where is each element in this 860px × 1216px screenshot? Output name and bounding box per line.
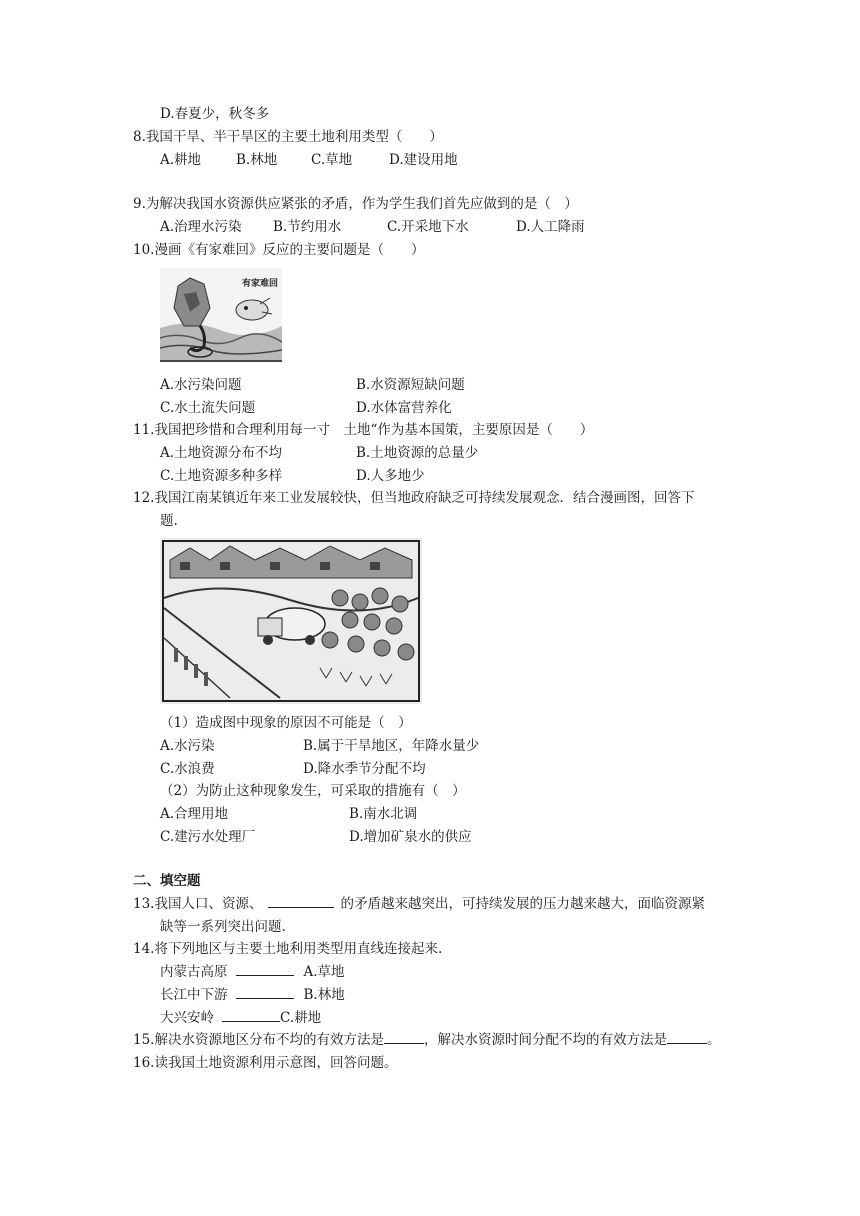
q10-option-a: A.水污染问题	[160, 377, 242, 393]
q14-type-1: A.草地	[303, 964, 345, 980]
q9-option-d: D.人工降雨	[516, 219, 585, 235]
q12-sub2-option-b: B.南水北调	[349, 806, 418, 822]
q14-row	[160, 986, 345, 1004]
q12-sub2: （2）为防止这种现象发生，可采取的措施有（ ）	[160, 783, 466, 799]
q14-blank-1[interactable]	[236, 963, 294, 976]
q14-region-2: 长江中下游	[160, 987, 228, 1003]
q8-option-c: C.草地	[311, 152, 353, 168]
q11-option-a: A.土地资源分布不均	[160, 445, 283, 461]
q13-line1	[133, 895, 705, 913]
q12-sub2-option-d: D.增加矿泉水的供应	[349, 829, 472, 845]
q12-sub1-option-b: B.属于干旱地区，年降水量少	[303, 738, 480, 754]
cartoon-caption: 有家难回	[242, 279, 279, 289]
q7-option-d: D.春夏少，秋冬多	[160, 106, 270, 122]
q12-sub1-option-c: C.水浪费	[160, 761, 215, 777]
q14-row	[160, 1009, 321, 1027]
q15-text-a: 15.解决水资源地区分布不均的有效方法是	[133, 1032, 384, 1048]
q12-sub2-option-a: A.合理用地	[160, 806, 229, 822]
q15-blank-1[interactable]	[384, 1031, 424, 1044]
q10-stem: 10.漫画《有家难回》反应的主要问题是（ ）	[133, 242, 425, 258]
q8-option-d: D.建设用地	[389, 152, 458, 168]
q13-text-a: 13.我国人口、资源、	[133, 896, 263, 912]
q11-option-b: B.土地资源的总量少	[356, 445, 479, 461]
q13-line2: 缺等一系列突出问题.	[160, 919, 286, 935]
q9-stem: 9.为解决我国水资源供应紧张的矛盾，作为学生我们首先应做到的是（ ）	[133, 196, 578, 212]
q11-stem: 11.我国把珍惜和合理利用每一寸 土地“作为基本国策，主要原因是（ ）	[133, 422, 594, 438]
q15-text-c: 。	[706, 1032, 721, 1048]
q12-sub1-option-d: D.降水季节分配不均	[303, 761, 426, 777]
q11-option-c: C.土地资源多种多样	[160, 468, 283, 484]
q16-stem: 16.读我国土地资源利用示意图，回答问题。	[133, 1055, 398, 1071]
q14-type-3: C.耕地	[280, 1010, 322, 1026]
q15-blank-2[interactable]	[667, 1031, 707, 1044]
q15-text-b: ，解决水资源时间分配不均的有效方法是	[423, 1032, 667, 1048]
q12-sub2-option-c: C.建污水处理厂	[160, 829, 256, 845]
q14-type-2: B.林地	[303, 987, 345, 1003]
cartoon-home-hard-to-return	[160, 268, 282, 362]
q13-blank[interactable]	[268, 895, 334, 908]
q8-stem: 8.我国干旱、半干旱区的主要土地利用类型（ ）	[133, 129, 443, 145]
q14-row	[160, 963, 345, 981]
q14-region-3: 大兴安岭	[160, 1010, 214, 1026]
q14-blank-3[interactable]	[222, 1009, 280, 1022]
q9-option-c: C.开采地下水	[387, 219, 469, 235]
q8-option-b: B.林地	[236, 152, 278, 168]
cartoon-polluted-town	[160, 538, 422, 704]
q12-sub1: （1）造成图中现象的原因不可能是（ ）	[160, 715, 412, 731]
q14-stem: 14.将下列地区与主要土地利用类型用直线连接起来.	[133, 941, 443, 957]
q14-blank-2[interactable]	[236, 986, 294, 999]
section-title-fill-in: 二、填空题	[133, 873, 201, 889]
q10-option-d: D.水体富营养化	[356, 400, 452, 416]
q10-option-b: B.水资源短缺问题	[356, 377, 465, 393]
q12-stem-line1: 12.我国江南某镇近年来工业发展较快，但当地政府缺乏可持续发展观念．结合漫画图，回答下	[133, 490, 695, 506]
q11-option-d: D.人多地少	[356, 468, 425, 484]
q12-stem-line2: 题.	[160, 513, 178, 529]
q9-option-b: B.节约用水	[273, 219, 342, 235]
q12-sub1-option-a: A.水污染	[160, 738, 215, 754]
q14-region-1: 内蒙古高原	[160, 964, 228, 980]
q15-line	[133, 1031, 720, 1049]
q13-text-b: 的矛盾越来越突出，可持续发展的压力越来越大，面临资源紧	[340, 896, 705, 912]
q10-option-c: C.水土流失问题	[160, 400, 256, 416]
q8-option-a: A.耕地	[160, 152, 202, 168]
q9-option-a: A.治理水污染	[160, 219, 242, 235]
